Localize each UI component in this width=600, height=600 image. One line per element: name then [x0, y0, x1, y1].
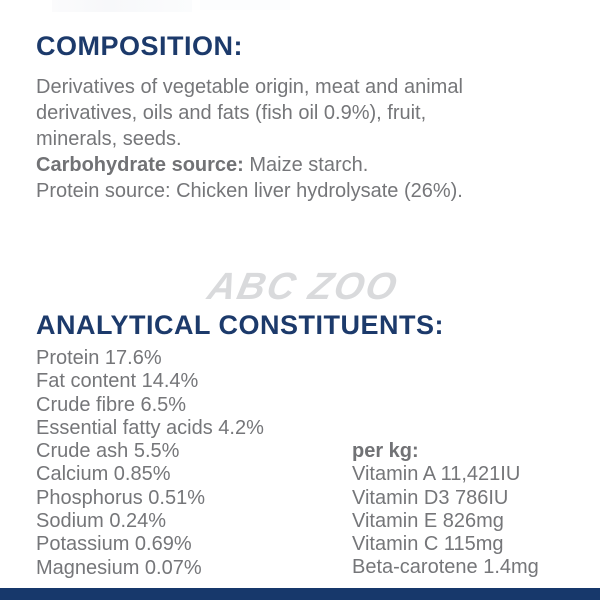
per-kg-label: per kg: — [352, 440, 419, 462]
analytical-item: Fat content 14.4% — [36, 370, 199, 393]
composition-line: derivatives, oils and fats (fish oil 0.9%), fruit, — [36, 102, 427, 124]
cropped-text-artifact — [52, 0, 192, 12]
carbohydrate-source-value: Maize starch. — [243, 154, 369, 176]
composition-line: Derivatives of vegetable origin, meat and animal — [36, 76, 463, 98]
composition-paragraph — [36, 74, 463, 204]
analytical-constituents-heading: ANALYTICAL CONSTITUENTS: — [36, 310, 445, 340]
analytical-item: Potassium 0.69% — [36, 533, 192, 556]
composition-line: minerals, seeds. — [36, 128, 182, 150]
analytical-item: Phosphorus 0.51% — [36, 486, 206, 509]
analytical-left-column — [36, 347, 264, 580]
analytical-item: Calcium 0.85% — [36, 463, 171, 486]
abc-zoo-watermark: ABC ZOO — [204, 266, 403, 308]
per-kg-column — [352, 440, 539, 580]
analytical-item: Crude ash 5.5% — [36, 440, 180, 463]
vitamin-item: Vitamin D3 786IU — [352, 486, 509, 509]
vitamin-item: Vitamin A 11,421IU — [352, 463, 521, 486]
carbohydrate-source-label: Carbohydrate source: — [36, 154, 244, 176]
analytical-item: Crude fibre 6.5% — [36, 393, 187, 416]
vitamin-item: Vitamin C 115mg — [352, 533, 504, 556]
carbohydrate-source-line — [36, 152, 463, 178]
analytical-item: Protein 17.6% — [36, 347, 162, 369]
analytical-item: Sodium 0.24% — [36, 510, 167, 533]
composition-heading: COMPOSITION: — [36, 31, 243, 61]
vitamin-item: Beta-carotene 1.4mg — [352, 556, 539, 579]
bottom-navy-bar — [0, 588, 600, 600]
analytical-item: Essential fatty acids 4.2% — [36, 416, 264, 439]
cropped-text-artifact — [200, 0, 290, 10]
analytical-item: Magnesium 0.07% — [36, 556, 202, 579]
protein-source-line: Protein source: Chicken liver hydrolysate (26%). — [36, 180, 463, 202]
vitamin-item: Vitamin E 826mg — [352, 509, 504, 532]
